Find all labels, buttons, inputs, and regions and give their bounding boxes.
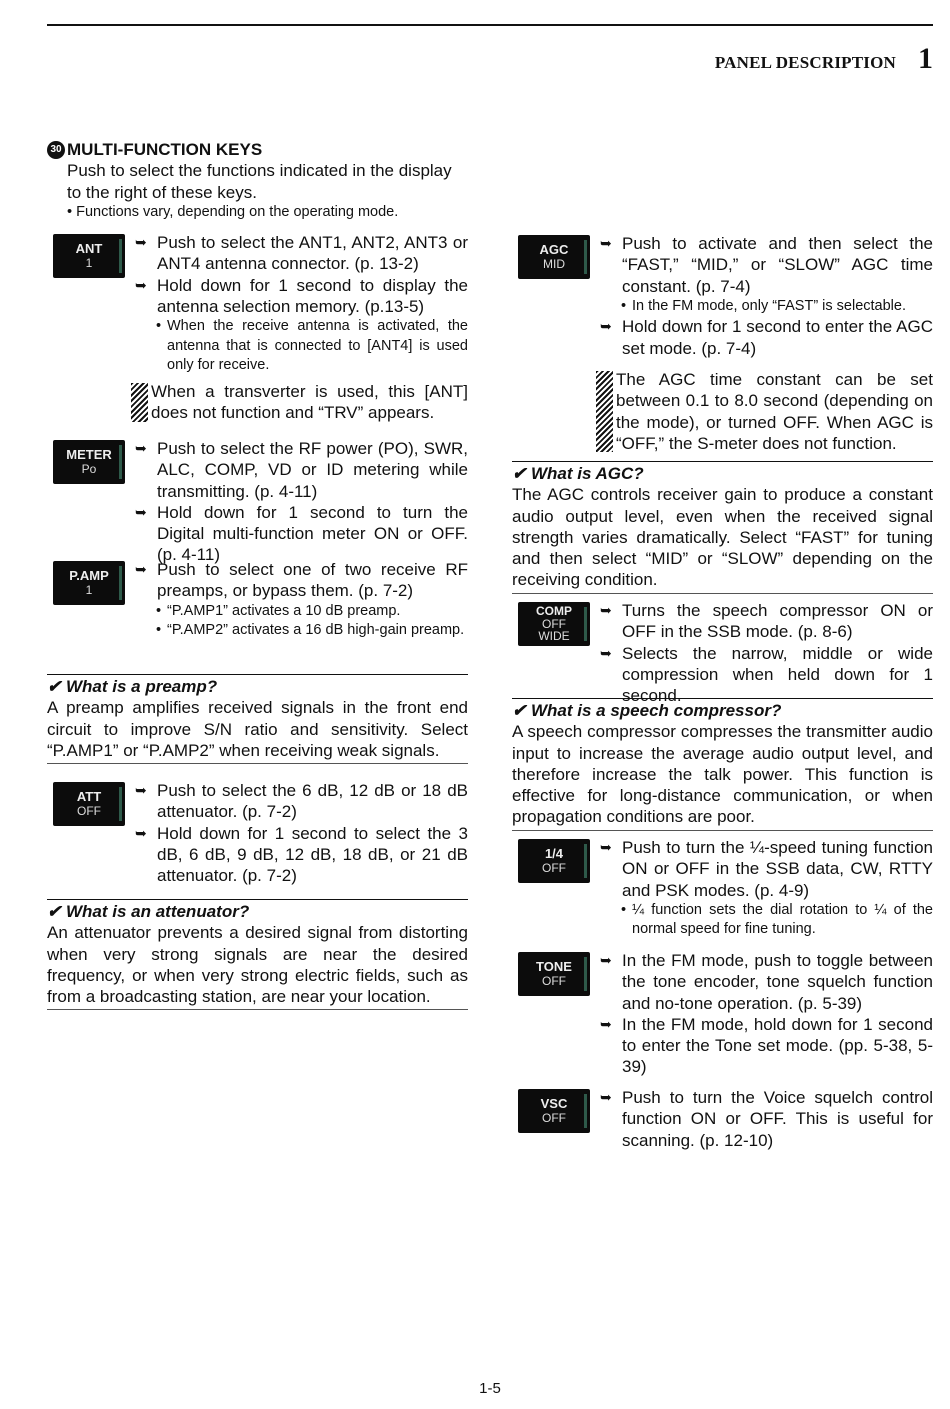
vsc-key-block <box>512 1087 933 1151</box>
page-header <box>715 42 933 76</box>
meter-key-block <box>47 438 468 566</box>
comp-key-block <box>512 600 933 706</box>
key-value: OFF <box>542 861 566 875</box>
att-key[interactable] <box>53 782 125 826</box>
agc-time-note <box>596 369 933 454</box>
arrow-icon: ➥ <box>135 561 147 577</box>
tone-desc-2: In the FM mode, hold down for 1 second to enter the Tone set mode. (pp. 5-38, 5-39) <box>622 1014 933 1077</box>
key-value: 1 <box>85 256 93 270</box>
quarter-speed-key[interactable] <box>518 839 590 883</box>
arrow-icon: ➥ <box>135 782 147 798</box>
note-text: When a transverter is used, this [ANT] does not function and “TRV” appears. <box>151 382 468 423</box>
meter-desc-2: Hold down for 1 second to turn the Digital multi-function meter ON or OFF. (p. 4-11) <box>157 502 468 565</box>
arrow-icon: ➥ <box>600 318 612 335</box>
key-label: ANT <box>75 241 103 256</box>
section-heading <box>47 139 468 222</box>
key-label: 1/4 <box>544 846 564 861</box>
ant-desc-1: Push to select the ANT1, ANT2, ANT3 or ANT4 antenna connector. (p. 13-2) <box>157 233 468 274</box>
preamp-info-box <box>47 674 468 764</box>
agc-note-dot: In the FM mode, only “FAST” is selectable. <box>632 297 906 314</box>
preamp-info-title: ✔ What is a preamp? <box>47 677 218 696</box>
arrow-icon: ➥ <box>600 235 612 251</box>
agc-info-text: The AGC controls receiver gain to produce a constant audio output level, even when the received signal strength varies dramatically. Select “FAST” for tuning and then select “MID” or “SLOW” depending on the receiving condition. <box>512 485 933 590</box>
note-hatch-icon <box>131 383 148 422</box>
arrow-icon: ➥ <box>135 234 147 250</box>
pamp-note-1: “P.AMP1” activates a 10 dB preamp. <box>167 602 401 619</box>
ant-desc-2: Hold down for 1 second to display the antenna selection memory. (p.13-5) <box>157 275 468 316</box>
compressor-info-text: A speech compressor compresses the transmitter audio input to increase the average audio output level, and therefore increase the talk power. This function is effective for long-distance communication, or when propagation conditions are poor. <box>512 722 933 827</box>
key-value: Po <box>81 462 97 476</box>
ant-note-dot: When the receive antenna is activated, the antenna that is connected to [ANT4] is used only for receive. <box>167 318 468 374</box>
vsc-key[interactable] <box>518 1089 590 1133</box>
header-title: PANEL DESCRIPTION <box>714 53 896 72</box>
arrow-icon: ➥ <box>135 440 147 456</box>
preamp-info-text: A preamp amplifies received signals in the front end circuit to improve S/N ratio and sensitivity. Select “P.AMP1” or “P.AMP2” when receiving weak signals. <box>47 698 468 760</box>
arrow-icon: ➥ <box>135 276 147 293</box>
key-label: ATT <box>76 789 102 804</box>
arrow-icon: ➥ <box>135 824 147 841</box>
section-number-badge: 30 <box>47 141 65 159</box>
att-key-block <box>47 780 468 886</box>
chapter-number: 1 <box>918 42 933 75</box>
key-label: VSC <box>540 1096 568 1111</box>
comp-desc-2: Selects the narrow, middle or wide compression when held down for 1 second. <box>622 643 933 706</box>
page-number: 1-5 <box>479 1380 501 1397</box>
note-text: The AGC time constant can be set between 0.1 to 8.0 second (depending on the mode), or turned OFF. When AGC is “OFF,” the S-meter does not function. <box>616 370 933 453</box>
pamp-note-2: “P.AMP2” activates a 16 dB high-gain preamp. <box>167 622 465 639</box>
section-bullet: • Functions vary, depending on the operating mode. <box>67 203 399 220</box>
pamp-key[interactable] <box>53 561 125 605</box>
note-hatch-icon <box>596 371 613 452</box>
agc-info-box <box>512 461 933 594</box>
key-value: OFF <box>542 974 566 988</box>
quarter-key-block: 1/4 OFF ➥ Push to turn the ¼-speed tuning function ON or OFF in the SSB data, CW, RTTY and PSK modes. (p. 4-9) • ¼ function sets the dial rotation to ¼ of the normal speed for fine tuning. <box>512 837 933 940</box>
section-title: MULTI-FUNCTION KEYS <box>67 140 263 159</box>
ant-key-block: ANT 1 ➥ Push to select the ANT1, ANT2, ANT3 or ANT4 antenna connector. (p. 13-2) ➥ Hold down for 1 second to display the antenna selection memory. (p.13-5) • When the receive antenna is activated, the antenna that is connected to [ANT4] is used only for receive. <box>47 232 468 376</box>
arrow-icon: ➥ <box>600 644 612 661</box>
ant-transverter-note <box>131 381 468 424</box>
comp-desc-1: Turns the speech compressor ON or OFF in the SSB mode. (p. 8-6) <box>622 601 933 642</box>
quarter-desc-1: Push to turn the ¼-speed tuning function ON or OFF in the SSB data, CW, RTTY and PSK modes. (p. 4-9) <box>622 838 933 900</box>
meter-desc-1: Push to select the RF power (PO), SWR, ALC, COMP, VD or ID metering while transmitting. (p. 4-11) <box>157 439 468 501</box>
key-label: AGC <box>539 242 569 257</box>
key-value: OFF <box>77 804 101 818</box>
pamp-desc-1: Push to select one of two receive RF preamps, or bypass them. (p. 7-2) <box>157 560 468 601</box>
key-value: MID <box>543 257 565 271</box>
key-value: OFF <box>542 1111 566 1125</box>
arrow-icon: ➥ <box>600 1015 612 1032</box>
att-desc-2: Hold down for 1 second to select the 3 dB, 6 dB, 9 dB, 12 dB, 18 dB, or 21 dB attenuator. (p. 7-2) <box>157 823 468 886</box>
agc-key-block: AGC MID ➥ Push to activate and then select the “FAST,” “MID,” or “SLOW” AGC time constant. (p. 7-4) • In the FM mode, only “FAST” is selectable. ➥ Hold down for 1 second to enter the AGC set mode. (p. 7-4) <box>512 233 933 359</box>
arrow-icon: ➥ <box>600 1089 612 1105</box>
pamp-key-block: P.AMP 1 ➥ Push to select one of two receive RF preamps, or bypass them. (p. 7-2) • “P.AMP1” activates a 10 dB preamp. • “P.AMP2” activates a 16 dB high-gain preamp. <box>47 559 468 641</box>
section-desc: Push to select the functions indicated in the display to the right of these keys. <box>67 161 452 202</box>
attenuator-info-title: ✔ What is an attenuator? <box>47 902 250 921</box>
arrow-icon: ➥ <box>600 839 612 855</box>
tone-desc-1: In the FM mode, push to toggle between the tone encoder, tone squelch function and no-tone operation. (p. 5-39) <box>622 951 933 1013</box>
meter-key[interactable] <box>53 440 125 484</box>
quarter-note-dot: ¼ function sets the dial rotation to ¼ of the normal speed for fine tuning. <box>632 901 933 938</box>
att-desc-1: Push to select the 6 dB, 12 dB or 18 dB attenuator. (p. 7-2) <box>157 781 468 822</box>
arrow-icon: ➥ <box>135 503 147 520</box>
header-rule <box>47 24 933 26</box>
key-value: 1 <box>85 583 93 597</box>
compressor-info-box <box>512 698 933 831</box>
tone-key-block <box>512 950 933 1078</box>
agc-info-title: ✔ What is AGC? <box>512 464 644 483</box>
arrow-icon: ➥ <box>600 602 612 618</box>
ant-key[interactable] <box>53 234 125 278</box>
attenuator-info-text: An attenuator prevents a desired signal from distorting when very strong signals are near the desired frequency, or when very strong electric fields, such as from a broadcasting station, are near your location. <box>47 923 468 1007</box>
key-label: METER <box>66 447 112 462</box>
arrow-icon: ➥ <box>600 952 612 968</box>
key-value: OFF <box>542 616 566 631</box>
vsc-desc-1: Push to turn the Voice squelch control function ON or OFF. This is useful for scanning. (p. 12-10) <box>622 1088 933 1150</box>
attenuator-info-box <box>47 899 468 1010</box>
key-label: P.AMP <box>69 568 109 583</box>
agc-desc-1: Push to activate and then select the “FAST,” “MID,” or “SLOW” AGC time constant. (p. 7-4) <box>622 234 933 296</box>
agc-key[interactable] <box>518 235 590 279</box>
key-label: TONE <box>536 959 572 974</box>
key-label: COMP <box>536 604 572 619</box>
compressor-info-title: ✔ What is a speech compressor? <box>512 701 782 720</box>
comp-key[interactable] <box>518 602 590 646</box>
agc-desc-2: Hold down for 1 second to enter the AGC set mode. (p. 7-4) <box>622 317 933 358</box>
tone-key[interactable] <box>518 952 590 996</box>
key-value-2: WIDE <box>538 629 570 644</box>
